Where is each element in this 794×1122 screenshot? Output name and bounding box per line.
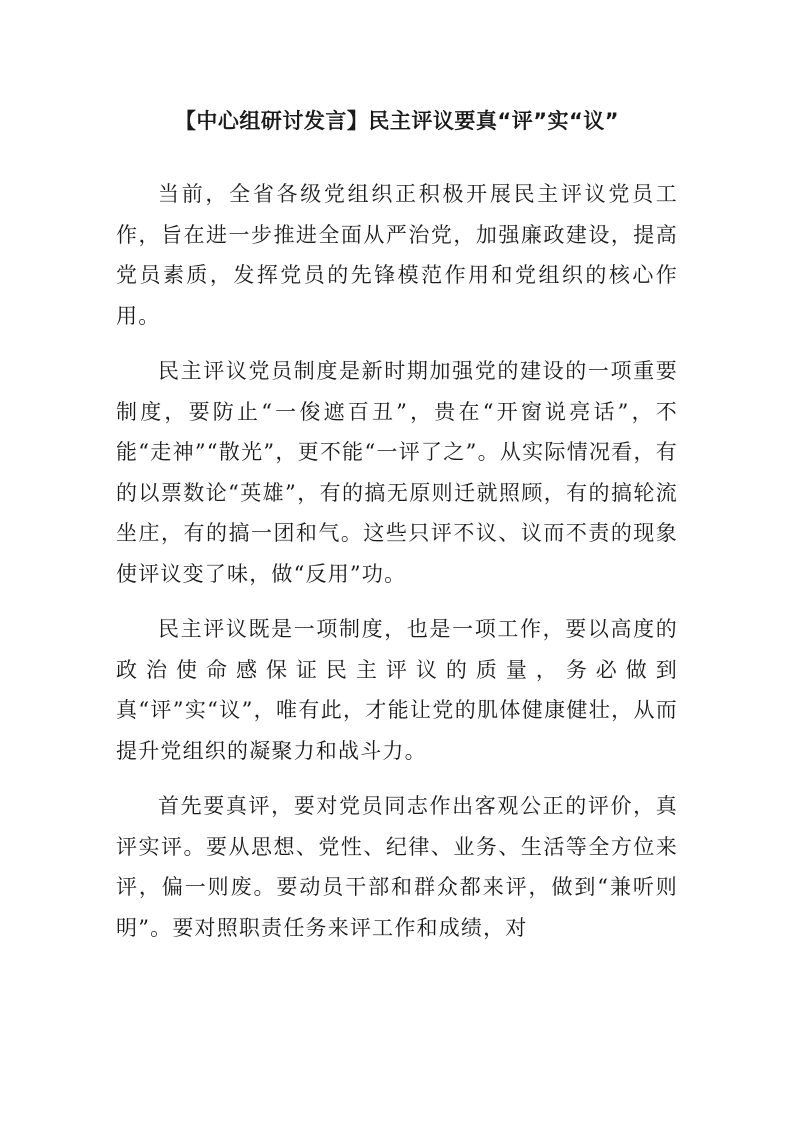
paragraph-2: 民主评议党员制度是新时期加强党的建设的一项重要制度，要防止“一俊遮百丑”，贵在“开窗说亮话”，不能“走神”“散光”，更不能“一评了之”。从实际情况看，有的以票数论“英雄”，有的搞无原则迁就照顾，有的搞轮流坐庄，有的搞一团和气。这些只评不议、议而不责的现象使评议变了味，做“反用”功。 (116, 359, 678, 586)
document-body (116, 174, 678, 963)
paragraph-4: 首先要真评，要对党员同志作出客观公正的评价，真评实评。要从思想、党性、纪律、业务、生活等全方位来评，偏一则废。要动员干部和群众都来评，做到“兼听则明”。要对照职责任务来评工作和成绩，对 (116, 794, 678, 940)
paragraph-1: 当前，全省各级党组织正积极开展民主评议党员工作，旨在进一步推进全面从严治党，加强廉政建设，提高党员素质，发挥党员的先锋模范作用和党组织的核心作用。 (116, 182, 678, 328)
paragraph-3: 民主评议既是一项制度，也是一项工作，要以高度的政治使命感保证民主评议的质量，务必做到真“评”实“议”，唯有此，才能让党的肌体健康健壮，从而提升党组织的凝聚力和战斗力。 (116, 617, 678, 763)
document-title: 【中心组研讨发言】民主评议要真“评”实“议” (174, 109, 620, 133)
